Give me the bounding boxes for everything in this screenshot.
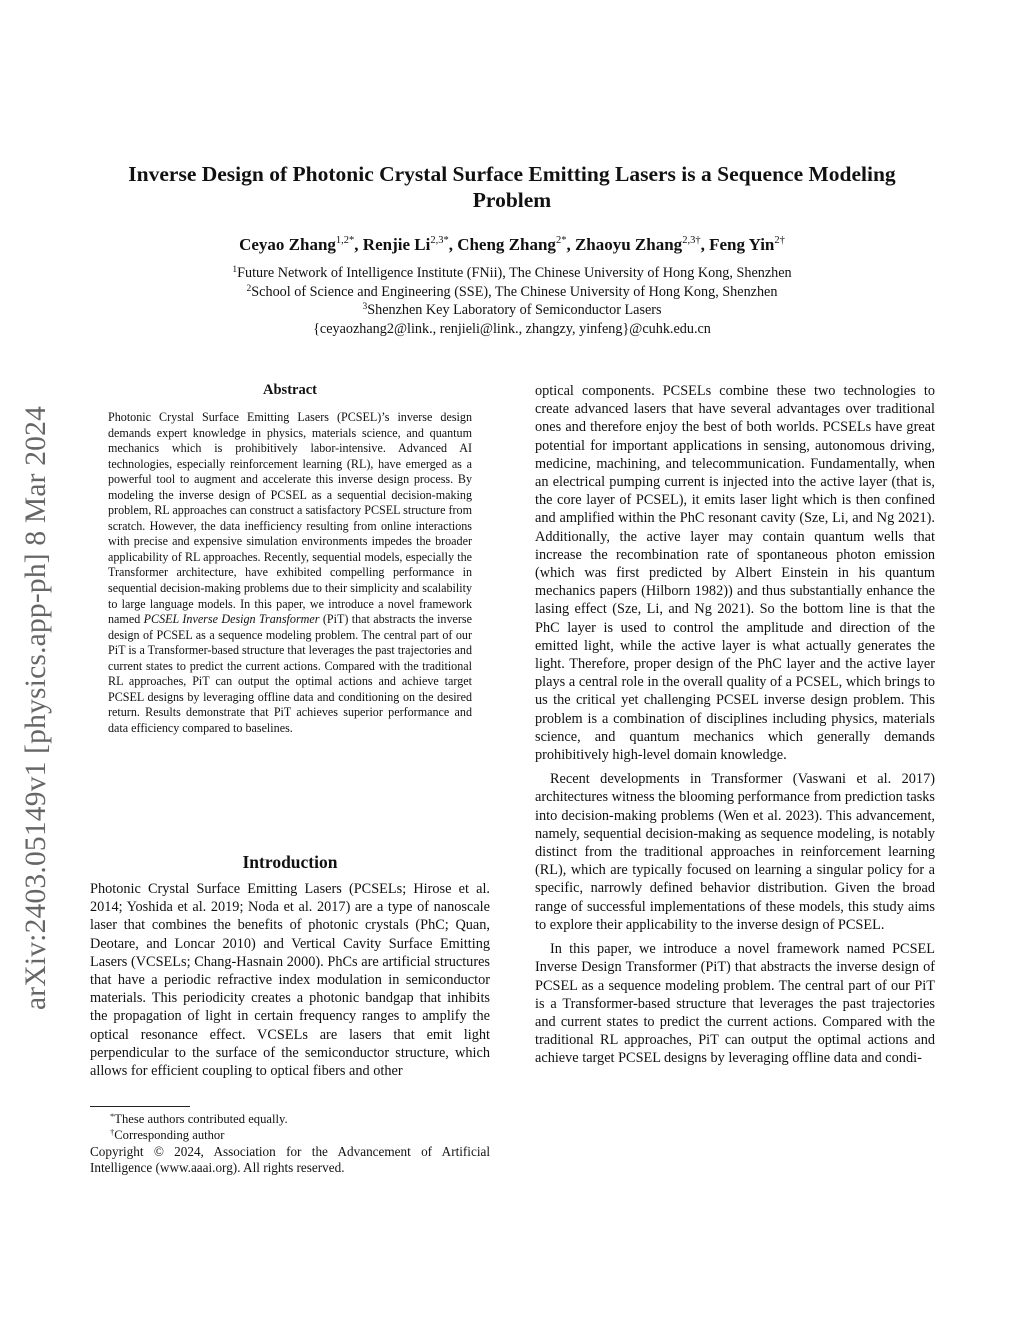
affiliation-line [120, 283, 904, 302]
author-name: Cheng Zhang [457, 235, 556, 254]
arxiv-identifier: arXiv:2403.05149v1 [physics.app-ph] 8 Mar 2024 [20, 405, 52, 1010]
affiliation-text: Shenzhen Key Laboratory of Semiconductor Lasers [367, 302, 662, 319]
introduction-paragraph: In this paper, we introduce a novel framework named PCSEL Inverse Design Transformer (PiT) that abstracts the inverse design of PCSEL as a sequence modeling problem. The central part of our PiT is a Transformer-based structure that leverages the past trajectories and current states to predict the current actions. Compared with the traditional RL approaches, PiT can output the optimal actions and achieve target PCSEL designs by leveraging offline data and condi- [535, 941, 935, 1067]
introduction-paragraph: Recent developments in Transformer (Vaswani et al. 2017) architectures witness the blooming performance from prediction tasks into decision-making problems (Wen et al. 2023). This advancement, namely, sequential decision-making as sequence modeling, is notably distinct from the traditional approaches in reinforcement learning (RL), which are typically focused on learning a singular policy for a specific, narrowly defined behavior distribution. Given the broad range of successful implementations of these models, this study aims to explore their applicability to the inverse design of PCSEL. [535, 771, 935, 933]
abstract-framework-name: PCSEL Inverse Design Transformer [143, 612, 320, 627]
author-name: Feng Yin [709, 235, 775, 254]
copyright-notice: Copyright © 2024, Association for the Advancement of Artificial Intelligence (www.aaai.org). All rights reserved. [90, 1143, 490, 1176]
right-column [535, 382, 935, 1074]
affiliation-mark: 1 [232, 265, 238, 275]
abstract-heading: Abstract [263, 382, 317, 398]
footnote-corresponding-author [90, 1127, 490, 1143]
author-affiliation-mark: 2,3* [430, 235, 449, 246]
footnote-text: These authors contributed equally. [114, 1112, 288, 1126]
footnote-text: Corresponding author [114, 1128, 225, 1143]
author-name: Renjie Li [362, 235, 431, 254]
footnote-mark: * [110, 1111, 115, 1121]
abstract-text-part: Photonic Crystal Surface Emitting Lasers (PCSEL)’s inverse design demands expert knowledge in physics, materials science, and quantum mechanics which is prohibitively labor-intensive. Advanced AI technologies, especially reinforcement learning (RL), have emerged as a powerful tool to augment and accelerate this inverse design process. By modeling the inverse design of PCSEL as a sequential decision-making problem, RL approaches can construct a satisfactory PCSEL structure from scratch. However, the data inefficiency resulting from online interactions with precise and expensive simulation environments impedes the broader applicability of RL approaches. Recently, sequential models, especially the Transformer architecture, have exhibited compelling performance in sequential decision-making problems due to their simplicity and scalability to large language models. In this paper, we introduce a novel framework named [108, 410, 472, 627]
affiliation-text: School of Science and Engineering (SSE), The Chinese University of Hong Kong, Shenzhen [251, 283, 778, 300]
affiliation-text: Future Network of Intelligence Institute (FNii), The Chinese University of Hong Kong, Shenzhen [237, 265, 792, 281]
author-affiliation-mark: 2† [774, 235, 785, 246]
affiliation-line [120, 301, 904, 320]
affiliation-line [120, 264, 904, 283]
affiliation-mark: 2 [246, 283, 252, 294]
footnote-mark: † [110, 1127, 115, 1138]
footnote-equal-contribution [90, 1111, 490, 1127]
abstract-text-part: (PiT) that abstracts the inverse design of PCSEL as a sequence modeling problem. The central part of our PiT is a Transformer-based structure that leverages the past trajectories and current states to predict the current actions. Compared with the traditional RL approaches, PiT can output the optimal actions and achieve target PCSEL designs by leveraging offline data and conditioning on the desired return. Results demonstrate that PiT achieves superior performance and data efficiency compared to baselines. [108, 612, 472, 735]
author-name: Zhaoyu Zhang [574, 235, 683, 254]
affiliation-mark: 3 [362, 302, 368, 313]
introduction-paragraph-continued: optical components. PCSELs combine these two technologies to create advanced lasers that have several advantages over traditional ones and therefore enjoy the best of both worlds. PCSELs have great potential for important applications in sensing, autonomous driving, medicine, machining, and telecommunication. Fundamentally, when an electrical pumping current is injected into the active layer (that is, the core layer of PCSEL), it emits laser light which is then confined and amplified within the PhC resonant cavity (Sze, Li, and Ng 2021). Additionally, the active layer may contain quantum wells that increase the recombination rate of spontaneous photon emission (which was first predicted by Albert Einstein in his quantum mechanics papers (Hilborn 1982)) and thus substantially enhance the lasing effect (Sze, Li, and Ng 2021). So the bottom line is that the PhC layer is used to control the amplitude and direction of the emitted light, while the active layer is what actually generates the light. Therefore, proper design of the PhC layer and the active layer plays a central role in the overall quality of a PCSEL, which brings to us the critical yet challenging PCSEL inverse design problem. This problem is a combination of disciplines including physics, materials science, and quantum mechanics which generally demands prohibitively high-level domain knowledge. [535, 383, 935, 764]
author-affiliation-mark: 2,3† [682, 235, 701, 246]
footnotes [90, 1111, 490, 1177]
abstract-text [108, 410, 472, 736]
author-affiliation-mark: 1,2* [335, 235, 355, 246]
introduction-heading: Introduction [242, 852, 338, 872]
introduction-paragraph: Photonic Crystal Surface Emitting Lasers (PCSELs; Hirose et al. 2014; Yoshida et al. 2019; Noda et al. 2017) are a type of nanoscale laser that combines the benefits of photonic crystals (PhC; Quan, Deotare, and Loncar 2010) and Vertical Cavity Surface Emitting Lasers (VCSELs; Chang-Hasnain 2000). PhCs are artificial structures that have a periodic refractive index modulation in semiconductor materials. This periodicity creates a photonic bandgap that inhibits the propagation of light in certain frequency ranges to amplify the optical resonance effect. VCSELs are lasers that emit light perpendicular to the surface of the semiconductor structure, which allows for efficient coupling to optical fibers and other [90, 881, 490, 1080]
author-emails: {ceyaozhang2@link., renjieli@link., zhangzy, yinfeng}@cuhk.edu.cn [313, 321, 711, 338]
author-name: Ceyao Zhang [239, 235, 336, 254]
affiliation-block [120, 264, 904, 339]
footnote-divider [90, 1106, 190, 1107]
paper-title: Inverse Design of Photonic Crystal Surface Emitting Lasers is a Sequence Modeling Problem [128, 162, 896, 212]
author-affiliation-mark: 2* [555, 235, 567, 246]
author-list: Ceyao Zhang$^{1,2*}$, Renjie $Li^{2,3*}$, Cheng Zhang$^{2*}$, Zhaoyu Zhang$^{2,3\dagger}$, Feng Yin$^{2\dagger}$ [239, 235, 785, 254]
